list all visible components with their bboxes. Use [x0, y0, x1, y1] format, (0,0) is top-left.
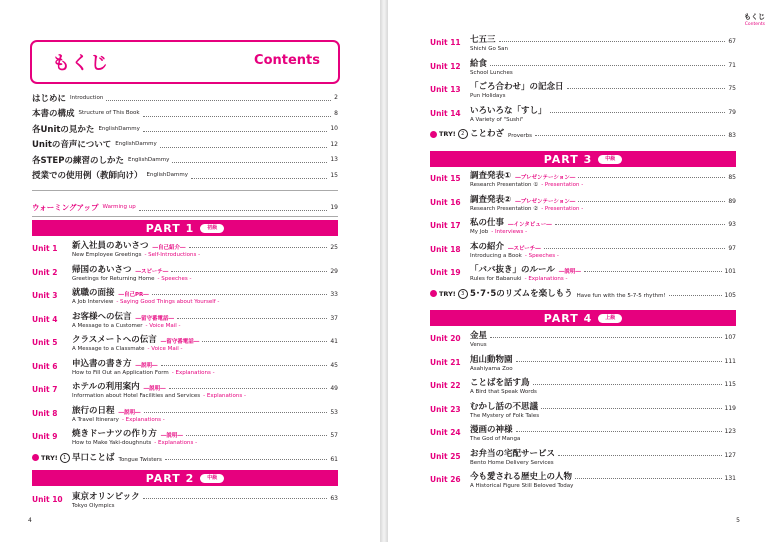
unit-entry[interactable] [32, 285, 338, 309]
unit-entry[interactable] [430, 352, 736, 376]
part-2-header [32, 470, 338, 486]
unit-label: Unit 23 [430, 404, 461, 414]
unit-entry[interactable] [32, 262, 338, 286]
unit-title: いろいろな「すし」 [470, 105, 547, 116]
unit-entry[interactable] [430, 262, 736, 286]
unit-entry[interactable] [430, 192, 736, 216]
unit-english-title: A Message to a Customer [72, 322, 143, 329]
unit-genre-tag: ―自己紹介― [152, 245, 186, 251]
unit-english-genre: - Interviews - [491, 229, 528, 235]
unit-entry[interactable] [430, 56, 736, 80]
page-number: 57 [330, 432, 338, 439]
unit-english-genre: - Self-Introductions - [144, 252, 201, 258]
unit-english-title: Greetings for Returning Home [72, 275, 155, 282]
unit-english-title: School Lunches [470, 69, 513, 76]
page-number: 13 [330, 156, 338, 164]
unit-label: Unit 19 [430, 268, 461, 277]
entry-english: EnglishDammy [146, 172, 188, 179]
unit-english-title: A Message to a Classmate [72, 346, 145, 352]
unit-label: Unit 11 [430, 38, 461, 47]
dot-leader [161, 365, 328, 366]
unit-entry[interactable] [430, 32, 736, 56]
unit-title: ホテルの利用案内 [72, 382, 140, 392]
page-number: 2 [334, 94, 338, 102]
unit-title: お客様への伝言 [72, 311, 132, 322]
unit-title: 東京オリンピック [72, 492, 140, 502]
level-badge: 中級 [598, 155, 622, 164]
page-number: 101 [724, 268, 736, 275]
page-number: 131 [724, 475, 736, 482]
level-badge: 上級 [598, 314, 622, 323]
unit-english-genre: - Speeches - [157, 275, 192, 282]
page-number: 71 [728, 61, 736, 69]
entry-english: Warming up [102, 204, 136, 210]
unit-genre-tag: ―説明― [135, 362, 158, 369]
page-number: 123 [724, 428, 736, 435]
entry-title: はじめに [32, 93, 67, 104]
unit-english-genre: - Explanations - [524, 276, 568, 282]
dot-leader [165, 459, 327, 460]
page-number: 127 [724, 451, 736, 459]
unit-entry[interactable] [430, 422, 736, 446]
toc-entry-warmup[interactable] [32, 200, 338, 214]
dot-leader [172, 156, 327, 163]
dot-leader [143, 498, 328, 499]
unit-title: 今も愛される歴史上の人物 [470, 472, 573, 482]
unit-entry[interactable] [32, 403, 338, 427]
toc-entry[interactable] [32, 106, 338, 122]
unit-title: 新入社員のあいさつ [72, 241, 149, 251]
try-dot-icon [430, 131, 437, 138]
dot-leader [516, 431, 722, 432]
part-4-unit-list [430, 328, 736, 493]
unit-label: Unit 14 [430, 108, 461, 118]
unit-english-title: The God of Manga [470, 436, 521, 442]
unit-title: 就職の面接 [72, 288, 115, 298]
try-number: 3 [458, 289, 468, 299]
contents-title-box [30, 40, 340, 84]
unit-english-title: Shichi Go San [470, 46, 509, 52]
entry-english: EnglishDammy [98, 125, 140, 132]
unit-english-genre: - Explanations - [171, 369, 215, 376]
unit-title: 焼きドーナツの作り方 [72, 429, 157, 439]
dot-leader [202, 341, 327, 342]
dot-leader [171, 271, 327, 272]
entry-title: 授業での使用例（教師向け） [32, 171, 143, 182]
dot-leader [169, 388, 328, 389]
dot-leader [189, 247, 328, 248]
unit-entry[interactable] [32, 332, 338, 356]
unit-english-title: New Employee Greetings [72, 252, 142, 258]
page-number: 33 [330, 291, 338, 298]
contents-title-jp: もくじ [52, 53, 109, 74]
dot-leader [584, 271, 722, 272]
right-page [388, 0, 768, 542]
try-entry[interactable] [430, 286, 736, 308]
dot-leader [191, 172, 327, 179]
unit-label: Unit 20 [430, 334, 461, 343]
unit-entry[interactable] [430, 215, 736, 239]
unit-label: Unit 1 [32, 244, 58, 253]
toc-entry[interactable] [32, 121, 338, 137]
dot-leader [490, 65, 725, 66]
unit-entry[interactable] [430, 328, 736, 352]
page-number: 111 [724, 357, 736, 365]
page-number: 67 [728, 38, 736, 45]
unit-english-title: A Bird that Speak Words [470, 389, 537, 395]
dot-leader [139, 204, 328, 211]
unit-label: Unit 2 [32, 267, 58, 277]
unit-english-title: A Historical Figure Still Beloved Today [470, 483, 574, 489]
unit-genre-tag: ―留守番電話― [160, 339, 200, 345]
unit-english-title: Research Presentation ① [470, 182, 539, 188]
entry-english: Structure of This Book [78, 110, 140, 117]
unit-title: 「ババ抜き」のルール [470, 265, 555, 275]
unit-label: Unit 16 [430, 197, 461, 207]
unit-english-title: Rules for Babanuki [470, 276, 522, 282]
unit-title: 「ごろ合わせ」の記念日 [470, 82, 564, 92]
part-4-header [430, 310, 736, 326]
unit-label: Unit 15 [430, 174, 461, 183]
unit-label: Unit 7 [32, 385, 58, 394]
entry-english: Introduction [70, 94, 104, 101]
unit-english-title: Bento Home Delivery Services [470, 459, 554, 466]
dot-leader [535, 135, 725, 136]
unit-english-genre: - Explanations - [154, 440, 198, 446]
unit-title: 本の紹介 [470, 241, 505, 252]
unit-english-genre: - Explanations - [203, 393, 246, 399]
unit-label: Unit 25 [430, 451, 461, 461]
unit-genre-tag: ―説明― [143, 386, 166, 392]
entry-title: Unitの音声について [32, 140, 112, 151]
unit-genre-tag: ―スピーチ― [508, 245, 541, 252]
toc-entry[interactable] [32, 152, 338, 168]
page-number-right: 5 [736, 517, 740, 524]
unit-title: 七五三 [470, 35, 496, 45]
unit-english-title: Asahiyama Zoo [470, 365, 513, 372]
entry-english: EnglishDammy [115, 141, 157, 148]
entry-title: ウォーミングアップ [32, 202, 99, 212]
page-number: 19 [330, 203, 338, 211]
part-3-header [430, 151, 736, 167]
unit-title: 調査発表① [470, 171, 512, 181]
unit-entry[interactable] [430, 103, 736, 127]
try-label: TRY! [41, 453, 58, 462]
page-number: 119 [724, 404, 736, 412]
part-1-header [32, 220, 338, 236]
page-number: 79 [728, 108, 736, 116]
unit-english-title: Tokyo Olympics [72, 503, 115, 509]
front-matter-list [32, 90, 338, 183]
corner-title-jp: もくじ [744, 13, 765, 21]
unit-title: 旭山動物園 [470, 354, 513, 365]
unit-english-title: Tongue Twisters [118, 456, 162, 463]
dot-leader [578, 177, 725, 178]
unit-genre-tag: ―プレゼンテーション― [515, 198, 576, 205]
unit-label: Unit 10 [32, 495, 63, 504]
toc-entry[interactable] [32, 168, 338, 184]
unit-english-title: A Travel Itinerary [72, 416, 119, 423]
unit-english-genre: - Voice Mail - [147, 346, 183, 352]
unit-genre-tag: ―自己PR― [118, 292, 149, 298]
page-number: 25 [330, 244, 338, 251]
unit-label: Unit 6 [32, 361, 58, 371]
dot-leader [186, 435, 327, 436]
page-number: 63 [330, 495, 338, 502]
part-label: PART 1 [145, 221, 195, 235]
unit-title: お弁当の宅配サービス [470, 448, 556, 459]
unit-english-title: Introducing a Book [470, 252, 522, 259]
unit-entry[interactable] [32, 238, 338, 262]
entry-title: 本書の構成 [32, 109, 75, 120]
unit-english-genre: - Voice Mail - [145, 322, 181, 329]
dot-leader [567, 88, 726, 89]
unit-english-title: Research Presentation ② [470, 205, 539, 212]
toc-entry[interactable] [32, 137, 338, 153]
dot-leader [144, 412, 328, 413]
page-number: 49 [330, 385, 338, 392]
unit-title: 私の仕事 [470, 218, 505, 228]
unit-english-genre: - Presentation - [541, 182, 584, 188]
unit-entry[interactable] [430, 239, 736, 263]
dot-leader [558, 455, 722, 456]
page-number: 12 [330, 140, 338, 148]
dot-leader [575, 478, 722, 479]
page-number: 8 [334, 109, 338, 117]
unit-title: ことばを話す鳥 [470, 378, 530, 388]
try-dot-icon [430, 290, 437, 297]
dot-leader [143, 125, 327, 132]
page-number: 10 [330, 125, 338, 133]
unit-label: Unit 3 [32, 291, 58, 300]
unit-english-title: Venus [470, 342, 487, 348]
page-number: 53 [330, 408, 338, 416]
dot-leader [106, 94, 331, 101]
unit-english-title: How to Make Yaki-doughnuts [72, 440, 152, 446]
left-page [0, 0, 380, 542]
try-number: 2 [458, 129, 468, 139]
try-entry[interactable] [32, 450, 338, 470]
page-number: 37 [330, 314, 338, 322]
dot-leader [177, 318, 327, 319]
page-number: 15 [330, 171, 338, 179]
divider [32, 216, 338, 217]
unit-english-title: A Variety of "Sushi" [470, 116, 524, 123]
part-label: PART 2 [145, 471, 195, 485]
unit-english-title: Proverbs [508, 133, 532, 139]
unit-entry[interactable] [430, 168, 736, 192]
part-3-unit-list [430, 168, 736, 308]
unit-label: Unit 17 [430, 221, 461, 230]
unit-entry[interactable] [430, 469, 736, 493]
entry-title: 各Unitの見かた [32, 124, 95, 135]
unit-label: Unit 5 [32, 338, 58, 347]
try-number: 1 [60, 453, 70, 463]
try-dot-icon [32, 454, 39, 461]
unit-entry[interactable] [430, 79, 736, 103]
unit-genre-tag: ―スピーチ― [135, 268, 169, 275]
unit-english-title: A Job Interview [72, 299, 114, 305]
unit-label: Unit 9 [32, 432, 58, 441]
unit-title: クラスメートへの伝言 [72, 335, 157, 345]
page-number: 115 [724, 381, 736, 388]
unit-label: Unit 24 [430, 428, 461, 437]
unit-english-title: How to Fill Out an Application Form [72, 369, 169, 376]
dot-leader [541, 408, 722, 409]
dot-leader [143, 110, 332, 117]
page-number: 93 [728, 221, 736, 228]
unit-label: Unit 12 [430, 61, 461, 71]
unit-title: 調査発表② [470, 194, 512, 205]
page-number: 75 [728, 85, 736, 92]
unit-title: 金星 [470, 331, 488, 341]
page-number: 97 [728, 244, 736, 252]
unit-label: Unit 22 [430, 381, 461, 390]
entry-title: 各STEPの練習のしかた [32, 155, 124, 166]
unit-entry[interactable] [430, 399, 736, 423]
page-number: 61 [330, 455, 338, 463]
page-number: 41 [330, 338, 338, 345]
unit-title: 5･7･5のリズムを楽しもう [470, 288, 573, 299]
page-number: 85 [728, 174, 736, 181]
dot-leader [499, 41, 726, 42]
unit-label: Unit 26 [430, 475, 461, 484]
unit-label: Unit 8 [32, 408, 58, 418]
dot-leader [578, 201, 725, 202]
unit-entry[interactable] [32, 379, 338, 403]
unit-english-genre: - Saying Good Things about Yourself - [116, 299, 220, 305]
unit-english-title: My Job [470, 229, 489, 235]
unit-title: 帰国のあいさつ [72, 264, 132, 275]
page-number: 45 [330, 361, 338, 369]
part-label: PART 4 [543, 311, 593, 325]
level-badge: 中級 [200, 474, 224, 483]
unit-genre-tag: ―説明― [558, 269, 581, 275]
page-number-left: 4 [28, 517, 32, 524]
dot-leader [550, 112, 726, 113]
unit-entry[interactable] [430, 375, 736, 399]
unit-title: 漫画の神様 [470, 425, 513, 435]
unit-english-genre: - Explanations - [121, 416, 165, 423]
unit-genre-tag: ―説明― [118, 409, 141, 416]
part-1-unit-list [32, 238, 338, 470]
page-number: 107 [724, 334, 736, 341]
book-gutter [380, 0, 388, 542]
unit-genre-tag: ―説明― [160, 433, 183, 439]
toc-entry[interactable] [32, 90, 338, 106]
try-entry[interactable] [430, 126, 736, 148]
dot-leader [533, 384, 722, 385]
units-11-14-list [430, 32, 736, 148]
unit-english-genre: - Presentation - [541, 205, 584, 212]
unit-genre-tag: ―留守番電話― [135, 315, 175, 322]
unit-label: Unit 4 [32, 314, 58, 324]
unit-label: Unit 18 [430, 244, 461, 254]
part-2-unit-list [32, 489, 338, 512]
dot-leader [544, 248, 726, 249]
unit-english-title: The Mystery of Folk Tales [470, 412, 540, 419]
unit-genre-tag: ―プレゼンテーション― [515, 175, 576, 181]
unit-entry[interactable] [32, 426, 338, 450]
dot-leader [555, 224, 726, 225]
corner-title-en: Contents [744, 22, 765, 27]
dot-leader [152, 294, 328, 295]
entry-english: EnglishDammy [127, 156, 170, 163]
unit-entry[interactable] [32, 356, 338, 380]
unit-title: 申込書の書き方 [72, 358, 132, 369]
unit-english-title: Pun Holidays [470, 93, 506, 99]
part-label: PART 3 [543, 152, 593, 166]
unit-title: ことわざ [470, 129, 505, 139]
page-number: 89 [728, 197, 736, 205]
dot-leader [490, 337, 722, 338]
contents-title-en: Contents [254, 53, 320, 68]
unit-entry[interactable] [430, 446, 736, 470]
page-number: 105 [724, 291, 736, 299]
unit-entry[interactable] [32, 309, 338, 333]
dot-leader [516, 361, 722, 362]
unit-english-title: Have fun with the 5-7-5 rhythm! [576, 292, 666, 299]
try-label: TRY! [439, 130, 456, 138]
unit-english-title: Information about Hotel Facilities and Services [72, 393, 201, 399]
corner-contents-tab [730, 12, 768, 32]
unit-label: Unit 13 [430, 85, 461, 94]
page-number: 83 [728, 132, 736, 139]
try-label: TRY! [439, 289, 456, 298]
unit-title: 給食 [470, 58, 488, 69]
page-number: 29 [330, 267, 338, 275]
dot-leader [160, 141, 328, 148]
unit-english-genre: - Speeches - [524, 252, 559, 259]
unit-title: むかし話の不思議 [470, 401, 539, 412]
unit-genre-tag: ―インタビュー― [508, 222, 552, 228]
divider [32, 190, 338, 191]
unit-title: 早口ことば [72, 452, 115, 463]
unit-entry[interactable] [32, 489, 338, 512]
unit-title: 旅行の日程 [72, 405, 115, 416]
dot-leader [669, 295, 722, 296]
level-badge: 初級 [200, 224, 224, 233]
unit-label: Unit 21 [430, 357, 461, 367]
